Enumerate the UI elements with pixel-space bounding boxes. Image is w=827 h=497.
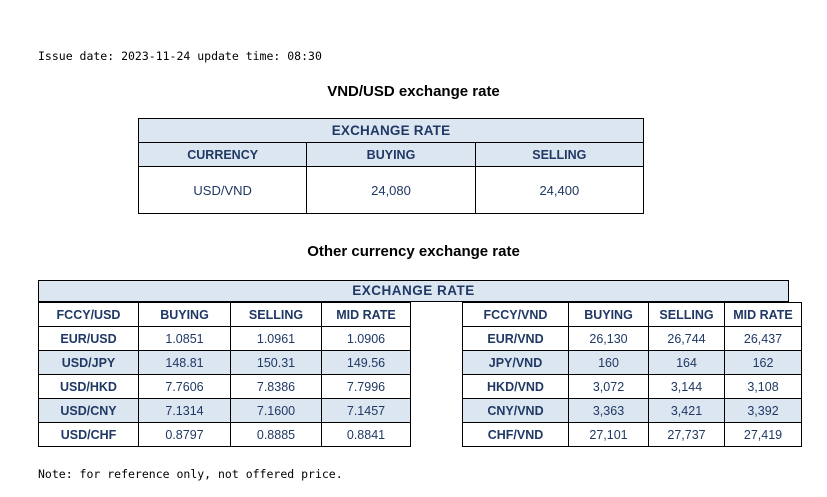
fccy-vnd-selling: 3,421 bbox=[649, 399, 725, 423]
table-row bbox=[463, 399, 802, 423]
usd-col-buying: BUYING bbox=[307, 143, 475, 167]
fccy-usd-selling: 0.8885 bbox=[231, 423, 322, 447]
fccy-usd-mid: 7.1457 bbox=[322, 399, 411, 423]
fccy-vnd-mid: 3,108 bbox=[725, 375, 802, 399]
issue-date-line: Issue date: 2023-11-24 update time: 08:30 bbox=[38, 49, 322, 63]
fccy-usd-col-mid: MID RATE bbox=[322, 303, 411, 327]
usd-col-selling: SELLING bbox=[475, 143, 643, 167]
fccy-vnd-pair: CNY/VND bbox=[463, 399, 569, 423]
fccy-usd-pair: USD/HKD bbox=[39, 375, 139, 399]
usd-row-currency: USD/VND bbox=[139, 167, 307, 214]
fccy-vnd-col-selling: SELLING bbox=[649, 303, 725, 327]
fccy-usd-pair: USD/CHF bbox=[39, 423, 139, 447]
fccy-vnd-col-pair: FCCY/VND bbox=[463, 303, 569, 327]
table-row bbox=[39, 351, 411, 375]
other-tables-band-label: EXCHANGE RATE bbox=[38, 280, 789, 302]
fccy-vnd-selling: 164 bbox=[649, 351, 725, 375]
fccy-vnd-pair: JPY/VND bbox=[463, 351, 569, 375]
fccy-vnd-pair: CHF/VND bbox=[463, 423, 569, 447]
fccy-vnd-buying: 3,363 bbox=[569, 399, 649, 423]
fccy-usd-col-buying: BUYING bbox=[139, 303, 231, 327]
table-row bbox=[39, 423, 411, 447]
table-row bbox=[39, 399, 411, 423]
table-row bbox=[463, 423, 802, 447]
fccy-usd-buying: 1.0851 bbox=[139, 327, 231, 351]
fccy-vnd-pair: EUR/VND bbox=[463, 327, 569, 351]
fccy-usd-buying: 148.81 bbox=[139, 351, 231, 375]
fccy-usd-selling: 150.31 bbox=[231, 351, 322, 375]
usd-exchange-rate-table bbox=[138, 118, 644, 214]
usd-row-buying: 24,080 bbox=[307, 167, 475, 214]
usd-table-header-row bbox=[139, 143, 644, 167]
fccy-vnd-mid: 3,392 bbox=[725, 399, 802, 423]
fccy-usd-selling: 7.8386 bbox=[231, 375, 322, 399]
fccy-vnd-selling: 27,737 bbox=[649, 423, 725, 447]
table-row bbox=[463, 327, 802, 351]
fccy-usd-col-pair: FCCY/USD bbox=[39, 303, 139, 327]
fccy-vnd-table bbox=[462, 302, 802, 447]
footer-note: Note: for reference only, not offered price. bbox=[38, 467, 343, 481]
fccy-vnd-buying: 26,130 bbox=[569, 327, 649, 351]
fccy-vnd-selling: 3,144 bbox=[649, 375, 725, 399]
fccy-usd-header-row bbox=[39, 303, 411, 327]
fccy-usd-mid: 0.8841 bbox=[322, 423, 411, 447]
fccy-usd-buying: 0.8797 bbox=[139, 423, 231, 447]
table-row bbox=[463, 351, 802, 375]
fccy-usd-buying: 7.7606 bbox=[139, 375, 231, 399]
fccy-vnd-mid: 26,437 bbox=[725, 327, 802, 351]
fccy-usd-pair: USD/CNY bbox=[39, 399, 139, 423]
fccy-usd-mid: 1.0906 bbox=[322, 327, 411, 351]
table-row bbox=[39, 375, 411, 399]
usd-table-band-row bbox=[139, 119, 644, 143]
fccy-usd-selling: 1.0961 bbox=[231, 327, 322, 351]
fccy-vnd-buying: 160 bbox=[569, 351, 649, 375]
fccy-vnd-mid: 27,419 bbox=[725, 423, 802, 447]
fccy-vnd-col-mid: MID RATE bbox=[725, 303, 802, 327]
table-row bbox=[39, 327, 411, 351]
fccy-vnd-mid: 162 bbox=[725, 351, 802, 375]
fccy-vnd-buying: 27,101 bbox=[569, 423, 649, 447]
fccy-usd-mid: 7.7996 bbox=[322, 375, 411, 399]
fccy-vnd-buying: 3,072 bbox=[569, 375, 649, 399]
usd-row-selling: 24,400 bbox=[475, 167, 643, 214]
fccy-vnd-pair: HKD/VND bbox=[463, 375, 569, 399]
table-row bbox=[139, 167, 644, 214]
fccy-vnd-selling: 26,744 bbox=[649, 327, 725, 351]
page-title-other-currency: Other currency exchange rate bbox=[307, 243, 520, 260]
fccy-vnd-header-row bbox=[463, 303, 802, 327]
table-row bbox=[463, 375, 802, 399]
usd-col-currency: CURRENCY bbox=[139, 143, 307, 167]
usd-table-band-label: EXCHANGE RATE bbox=[139, 119, 644, 143]
fccy-usd-pair: EUR/USD bbox=[39, 327, 139, 351]
fccy-usd-mid: 149.56 bbox=[322, 351, 411, 375]
fccy-usd-selling: 7.1600 bbox=[231, 399, 322, 423]
fccy-usd-col-selling: SELLING bbox=[231, 303, 322, 327]
fccy-vnd-col-buying: BUYING bbox=[569, 303, 649, 327]
fccy-usd-buying: 7.1314 bbox=[139, 399, 231, 423]
fccy-usd-table bbox=[38, 302, 411, 447]
fccy-usd-pair: USD/JPY bbox=[39, 351, 139, 375]
page-title-vnd-usd: VND/USD exchange rate bbox=[327, 83, 500, 100]
